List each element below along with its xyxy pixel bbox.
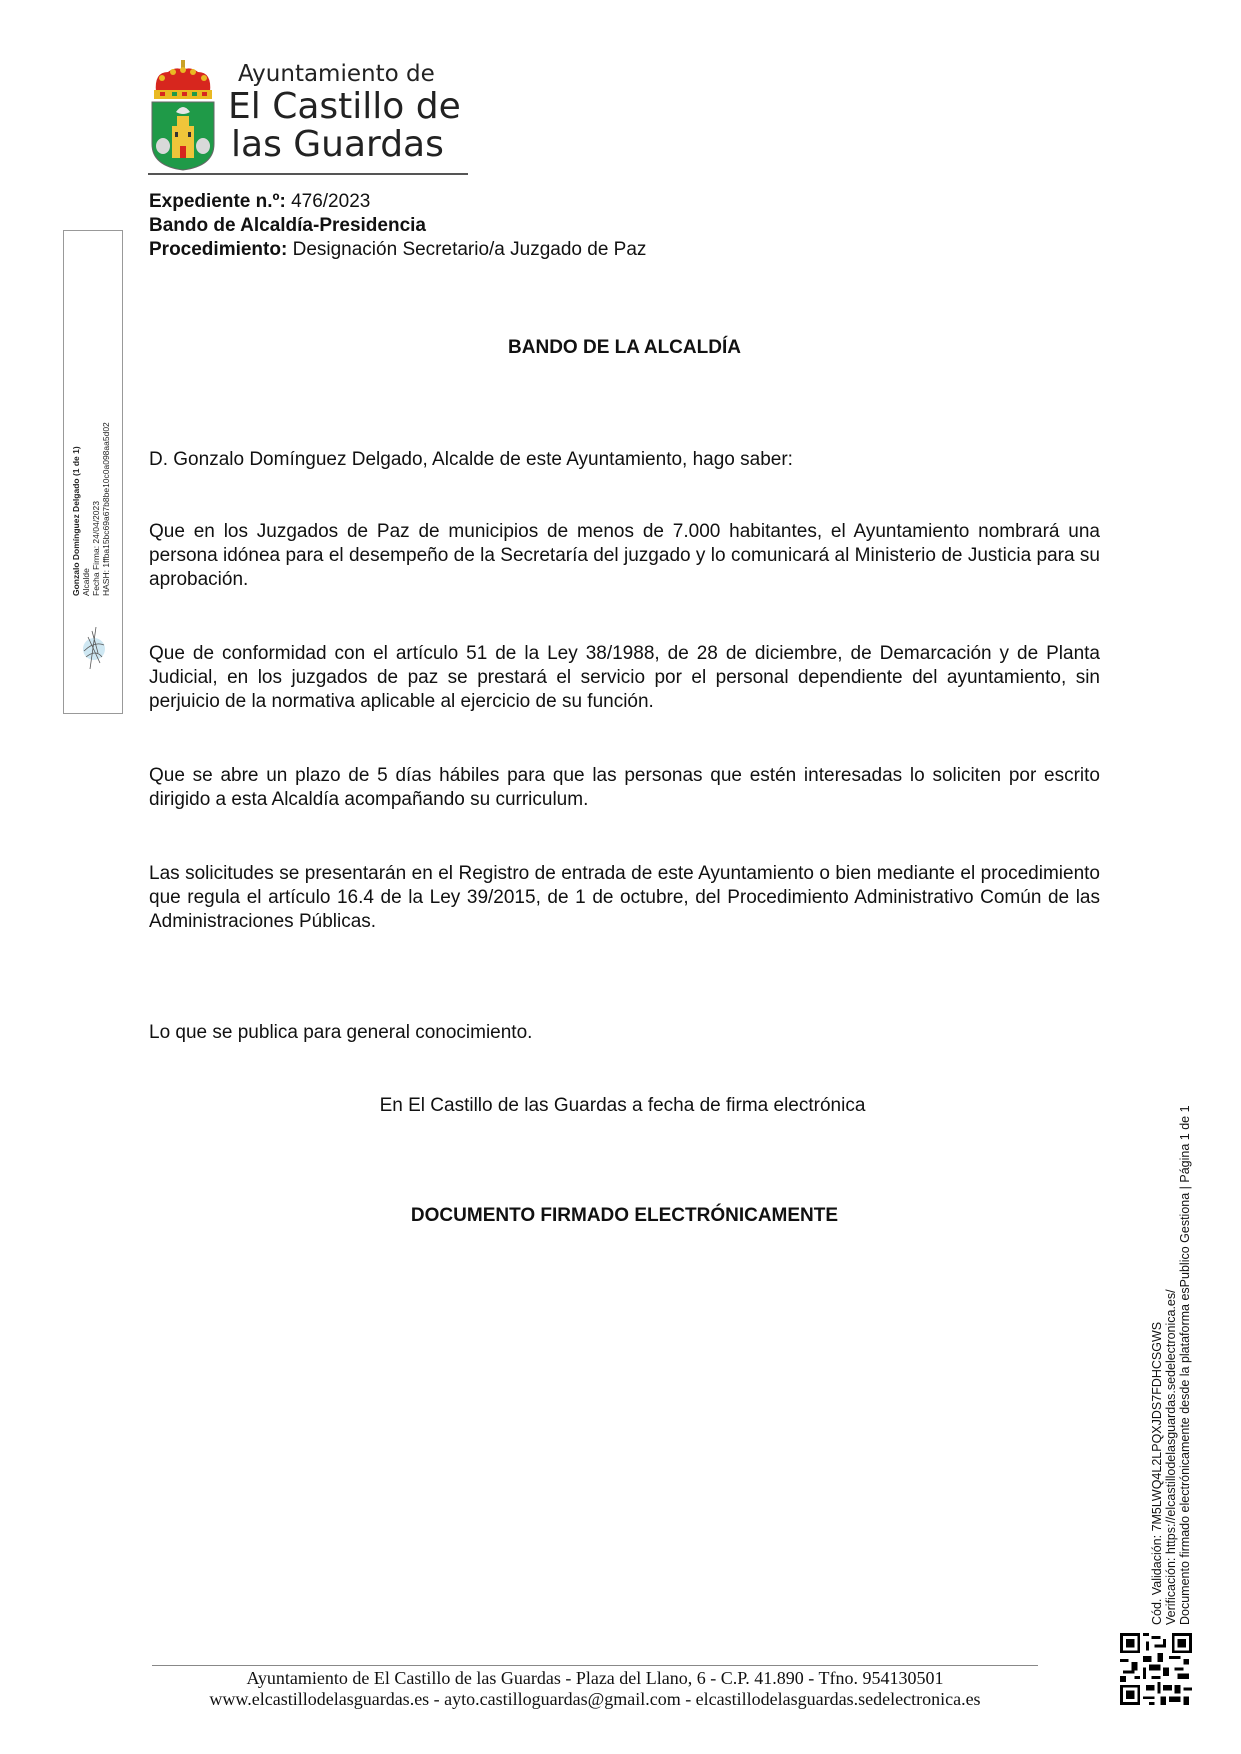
- coat-of-arms-icon: [148, 58, 218, 172]
- procedimiento-line: [149, 238, 646, 262]
- expediente-label: Expediente n.º:: [149, 191, 286, 212]
- bando-line: [149, 214, 646, 238]
- footer-contacts[interactable]: www.elcastillodelasguardas.es - ayto.castilloguardas@gmail.com - elcastillodelasguardas.sedelectronica.es: [209, 1689, 981, 1709]
- verification-block: [1150, 1095, 1192, 1625]
- municipal-logo: [148, 58, 470, 176]
- signed-electronically-label: DOCUMENTO FIRMADO ELECTRÓNICAMENTE: [410, 1205, 839, 1226]
- logo-underline: [148, 173, 468, 175]
- signature-stamp: [63, 230, 123, 714]
- procedimiento-value: Designación Secretario/a Juzgado de Paz: [292, 239, 647, 260]
- document-title: BANDO DE LA ALCALDÍA: [508, 337, 741, 358]
- signature-hash: HASH: 1ffba15bc69a67b8be10c0a098aa5d02: [101, 422, 111, 596]
- signature-scribble-icon: [76, 623, 110, 673]
- logo-line-2: El Castillo de: [228, 86, 461, 127]
- signer-name: Gonzalo Domínguez Delgado (1 de 1): [71, 446, 81, 596]
- verification-url[interactable]: Verificación: https://elcastillodelasguardas.sedelectronica.es/: [1164, 1289, 1178, 1625]
- footer-divider: [152, 1665, 1038, 1666]
- place-date-line: [149, 1095, 1100, 1117]
- place-date-text: En El Castillo de las Guardas a fecha de firma electrónica: [379, 1095, 866, 1116]
- logo-line-3: las Guardas: [231, 124, 444, 165]
- intro-paragraph: D. Gonzalo Domínguez Delgado, Alcalde de este Ayuntamiento, hago saber:: [149, 449, 793, 470]
- validation-code: Cód. Validación: 7M5LWQ4L2LPQXJDS7FDHCSGWS: [1150, 1321, 1164, 1625]
- platform-page-info: Documento firmado electrónicamente desde la plataforma esPublico Gestiona | Página 1 de 1: [1178, 1105, 1192, 1625]
- paragraph: Que de conformidad con el artículo 51 de la Ley 38/1988, de 28 de diciembre, de Demarcación y de Planta Judicial, en los juzgados de paz se prestará el servicio por el personal dependiente del ayuntamiento, sin perjuicio de la normativa aplicable al ejercicio de su función.: [149, 643, 1100, 712]
- signer-role: Alcalde: [81, 568, 91, 596]
- logo-text: [228, 60, 461, 164]
- closing-paragraph: Lo que se publica para general conocimiento.: [149, 1022, 533, 1043]
- logo-line-1: Ayuntamiento de: [238, 61, 435, 87]
- bando-text: Bando de Alcaldía-Presidencia: [149, 215, 426, 236]
- footer-address: Ayuntamiento de El Castillo de las Guardas - Plaza del Llano, 6 - C.P. 41.890 - Tfno. 954130501: [246, 1668, 944, 1688]
- qr-code-icon[interactable]: [1120, 1633, 1192, 1705]
- signature-date: Fecha Firma: 24/04/2023: [91, 501, 101, 596]
- header-block: [149, 190, 646, 262]
- expediente-value: 476/2023: [291, 191, 371, 212]
- expediente-line: [149, 190, 646, 214]
- procedimiento-label: Procedimiento:: [149, 239, 288, 260]
- paragraph: Que se abre un plazo de 5 días hábiles para que las personas que estén interesadas lo soliciten por escrito dirigido a esta Alcaldía acompañando su curriculum.: [149, 765, 1100, 810]
- paragraph: Las solicitudes se presentarán en el Registro de entrada de este Ayuntamiento o bien mediante el procedimiento que regula el artículo 16.4 de la Ley 39/2015, de 1 de octubre, del Procedimiento Administrativo Común de las Administraciones Públicas.: [149, 863, 1100, 932]
- paragraph: Que en los Juzgados de Paz de municipios de menos de 7.000 habitantes, el Ayuntamiento nombrará una persona idónea para el desempeño de la Secretaría del juzgado y lo comunicará al Ministerio de Justicia para su aprobación.: [149, 521, 1100, 590]
- footer: [150, 1668, 1040, 1710]
- signature-details: [71, 422, 111, 596]
